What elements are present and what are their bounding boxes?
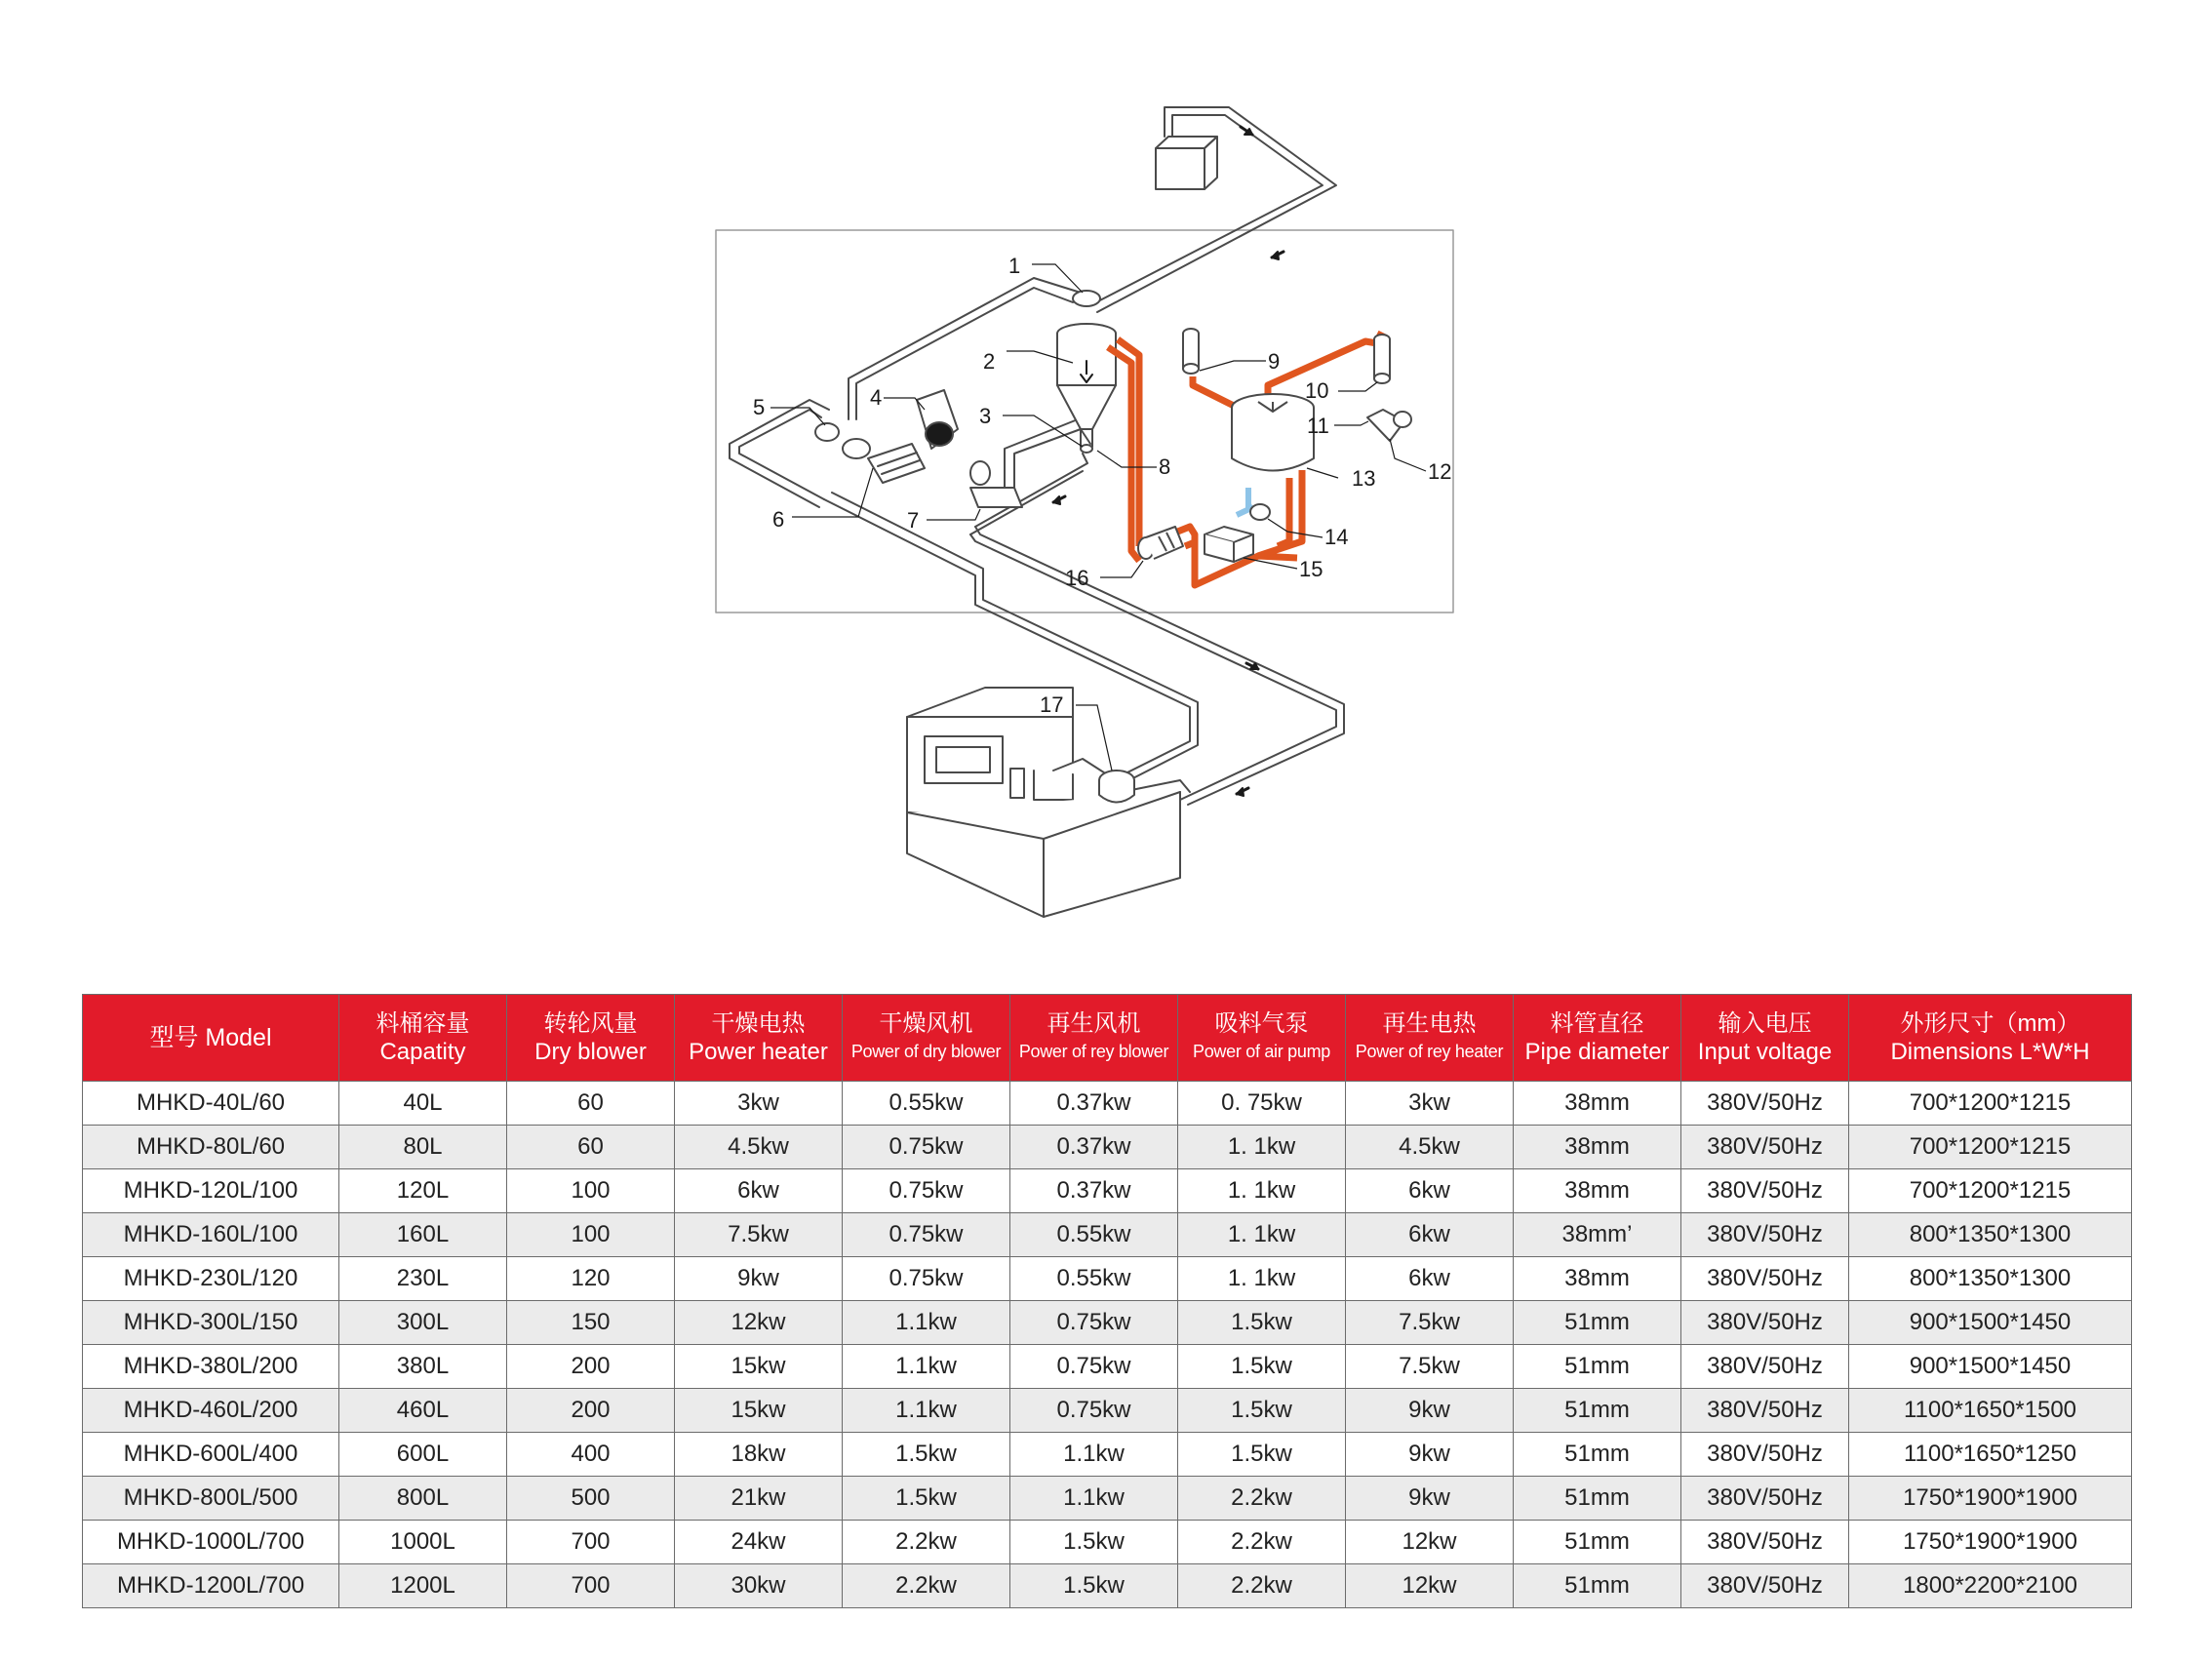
- cell-rey-blower-power: 0.75kw: [1010, 1301, 1178, 1345]
- table-row: [83, 1345, 2132, 1389]
- fan-unit-5-6: [815, 423, 925, 483]
- cell-power-heater: 7.5kw: [675, 1213, 843, 1257]
- cell-dry-blower: 200: [507, 1345, 675, 1389]
- cell-capacity: 230L: [339, 1257, 507, 1301]
- callout-12: 12: [1428, 459, 1452, 484]
- filter-9: [1183, 329, 1199, 374]
- cell-air-pump-power: 1.5kw: [1178, 1389, 1346, 1433]
- callout-6: 6: [772, 507, 785, 532]
- cell-power-heater: 3kw: [675, 1082, 843, 1126]
- cell-power-heater: 4.5kw: [675, 1126, 843, 1169]
- desiccant-wheel: [1232, 394, 1314, 471]
- cell-rey-blower-power: 0.37kw: [1010, 1082, 1178, 1126]
- cell-capacity: 600L: [339, 1433, 507, 1477]
- header-pipe-diameter: 料管直径 Pipe diameter: [1514, 995, 1681, 1082]
- cell-power-heater: 15kw: [675, 1345, 843, 1389]
- header-rey-blower-power: 再生风机 Power of rey blower: [1010, 995, 1178, 1082]
- cell-capacity: 380L: [339, 1345, 507, 1389]
- callout-15: 15: [1299, 557, 1323, 581]
- cell-dimensions: 1100*1650*1500: [1849, 1389, 2132, 1433]
- cell-air-pump-power: 2.2kw: [1178, 1477, 1346, 1521]
- cell-power-heater: 15kw: [675, 1389, 843, 1433]
- cell-rey-blower-power: 0.37kw: [1010, 1126, 1178, 1169]
- cell-pipe-diameter: 38mm: [1514, 1082, 1681, 1126]
- spec-table: [82, 994, 2132, 1608]
- cell-air-pump-power: 1. 1kw: [1178, 1126, 1346, 1169]
- cell-rey-blower-power: 0.75kw: [1010, 1345, 1178, 1389]
- cell-dimensions: 1750*1900*1900: [1849, 1521, 2132, 1564]
- cell-dry-blower: 200: [507, 1389, 675, 1433]
- callout-10: 10: [1305, 378, 1329, 403]
- table-body: [83, 1082, 2132, 1608]
- table-row: [83, 1477, 2132, 1521]
- cell-input-voltage: 380V/50Hz: [1681, 1082, 1849, 1126]
- cell-air-pump-power: 1.5kw: [1178, 1301, 1346, 1345]
- callout-11: 11: [1307, 414, 1329, 438]
- header-dry-blower-power: 干燥风机 Power of dry blower: [843, 995, 1010, 1082]
- cell-rey-heater-power: 6kw: [1346, 1213, 1514, 1257]
- cell-air-pump-power: 1.5kw: [1178, 1433, 1346, 1477]
- cell-air-pump-power: 0. 75kw: [1178, 1082, 1346, 1126]
- callout-17: 17: [1040, 692, 1064, 717]
- callout-14: 14: [1324, 525, 1349, 549]
- cell-model: MHKD-600L/400: [83, 1433, 339, 1477]
- cell-dimensions: 1750*1900*1900: [1849, 1477, 2132, 1521]
- header-model: 型号 Model: [83, 995, 339, 1082]
- cell-rey-heater-power: 9kw: [1346, 1477, 1514, 1521]
- cell-model: MHKD-800L/500: [83, 1477, 339, 1521]
- cell-rey-blower-power: 0.55kw: [1010, 1213, 1178, 1257]
- header-capacity: 料桶容量 Capatity: [339, 995, 507, 1082]
- cell-rey-blower-power: 0.75kw: [1010, 1389, 1178, 1433]
- cell-dry-blower-power: 0.75kw: [843, 1169, 1010, 1213]
- cell-dry-blower-power: 0.75kw: [843, 1213, 1010, 1257]
- header-rey-heater-power: 再生电热 Power of rey heater: [1346, 995, 1514, 1082]
- cell-pipe-diameter: 38mm: [1514, 1257, 1681, 1301]
- callout-13: 13: [1352, 466, 1376, 491]
- cell-input-voltage: 380V/50Hz: [1681, 1477, 1849, 1521]
- cell-dry-blower-power: 1.1kw: [843, 1345, 1010, 1389]
- cell-dimensions: 900*1500*1450: [1849, 1301, 2132, 1345]
- header-power-heater: 干燥电热 Power heater: [675, 995, 843, 1082]
- injection-machine: [907, 688, 1190, 917]
- cell-input-voltage: 380V/50Hz: [1681, 1126, 1849, 1169]
- cell-rey-heater-power: 6kw: [1346, 1169, 1514, 1213]
- cell-dry-blower: 100: [507, 1213, 675, 1257]
- cell-pipe-diameter: 51mm: [1514, 1521, 1681, 1564]
- blower-12: [1367, 410, 1411, 441]
- cell-power-heater: 9kw: [675, 1257, 843, 1301]
- cell-model: MHKD-40L/60: [83, 1082, 339, 1126]
- cell-air-pump-power: 2.2kw: [1178, 1521, 1346, 1564]
- callout-8: 8: [1159, 455, 1171, 479]
- cell-model: MHKD-230L/120: [83, 1257, 339, 1301]
- heater-16: [1138, 527, 1183, 559]
- callout-7: 7: [907, 508, 920, 533]
- cell-input-voltage: 380V/50Hz: [1681, 1301, 1849, 1345]
- header-input-voltage: 输入电压 Input voltage: [1681, 995, 1849, 1082]
- cell-rey-heater-power: 4.5kw: [1346, 1126, 1514, 1169]
- table-row: [83, 1389, 2132, 1433]
- table-row: [83, 1169, 2132, 1213]
- cell-rey-blower-power: 0.37kw: [1010, 1169, 1178, 1213]
- cell-capacity: 800L: [339, 1477, 507, 1521]
- cell-dry-blower: 100: [507, 1169, 675, 1213]
- cell-dry-blower: 150: [507, 1301, 675, 1345]
- cell-rey-blower-power: 1.1kw: [1010, 1433, 1178, 1477]
- callout-2: 2: [983, 349, 996, 374]
- cell-pipe-diameter: 38mm’: [1514, 1213, 1681, 1257]
- cell-model: MHKD-160L/100: [83, 1213, 339, 1257]
- cell-model: MHKD-1000L/700: [83, 1521, 339, 1564]
- cell-power-heater: 12kw: [675, 1301, 843, 1345]
- cell-dimensions: 900*1500*1450: [1849, 1345, 2132, 1389]
- cell-capacity: 1000L: [339, 1521, 507, 1564]
- cell-dry-blower-power: 0.75kw: [843, 1257, 1010, 1301]
- cell-dry-blower-power: 0.75kw: [843, 1126, 1010, 1169]
- table-row: [83, 1257, 2132, 1301]
- table-row: [83, 1301, 2132, 1345]
- cell-dry-blower-power: 1.1kw: [843, 1301, 1010, 1345]
- cell-model: MHKD-120L/100: [83, 1169, 339, 1213]
- cell-capacity: 120L: [339, 1169, 507, 1213]
- cell-model: MHKD-380L/200: [83, 1345, 339, 1389]
- blower-motor: [917, 390, 958, 449]
- cell-air-pump-power: 1.5kw: [1178, 1345, 1346, 1389]
- cell-model: MHKD-1200L/700: [83, 1564, 339, 1608]
- cell-pipe-diameter: 51mm: [1514, 1389, 1681, 1433]
- cell-dry-blower: 400: [507, 1433, 675, 1477]
- callout-16: 16: [1065, 566, 1089, 590]
- cell-power-heater: 6kw: [675, 1169, 843, 1213]
- cell-air-pump-power: 1. 1kw: [1178, 1169, 1346, 1213]
- cell-rey-blower-power: 1.5kw: [1010, 1521, 1178, 1564]
- cell-rey-heater-power: 9kw: [1346, 1433, 1514, 1477]
- cell-dry-blower: 60: [507, 1126, 675, 1169]
- callout-5: 5: [753, 395, 766, 419]
- cell-capacity: 80L: [339, 1126, 507, 1169]
- cell-capacity: 300L: [339, 1301, 507, 1345]
- cell-dimensions: 1800*2200*2100: [1849, 1564, 2132, 1608]
- callout-3: 3: [979, 404, 992, 428]
- cell-input-voltage: 380V/50Hz: [1681, 1257, 1849, 1301]
- cell-rey-heater-power: 12kw: [1346, 1564, 1514, 1608]
- cell-dimensions: 800*1350*1300: [1849, 1257, 2132, 1301]
- cell-dry-blower-power: 1.5kw: [843, 1477, 1010, 1521]
- cell-capacity: 460L: [339, 1389, 507, 1433]
- cell-power-heater: 24kw: [675, 1521, 843, 1564]
- cell-input-voltage: 380V/50Hz: [1681, 1389, 1849, 1433]
- cell-capacity: 160L: [339, 1213, 507, 1257]
- cell-dry-blower-power: 0.55kw: [843, 1082, 1010, 1126]
- cell-capacity: 1200L: [339, 1564, 507, 1608]
- cell-model: MHKD-300L/150: [83, 1301, 339, 1345]
- cell-dry-blower: 700: [507, 1521, 675, 1564]
- cell-input-voltage: 380V/50Hz: [1681, 1345, 1849, 1389]
- table-row: [83, 1213, 2132, 1257]
- cell-dimensions: 700*1200*1215: [1849, 1126, 2132, 1169]
- cell-pipe-diameter: 51mm: [1514, 1345, 1681, 1389]
- cell-dimensions: 700*1200*1215: [1849, 1082, 2132, 1126]
- cell-dry-blower-power: 2.2kw: [843, 1564, 1010, 1608]
- cell-model: MHKD-80L/60: [83, 1126, 339, 1169]
- cell-rey-heater-power: 7.5kw: [1346, 1301, 1514, 1345]
- table-row: [83, 1082, 2132, 1126]
- cell-dimensions: 800*1350*1300: [1849, 1213, 2132, 1257]
- cell-pipe-diameter: 38mm: [1514, 1126, 1681, 1169]
- cell-rey-heater-power: 7.5kw: [1346, 1345, 1514, 1389]
- cell-air-pump-power: 1. 1kw: [1178, 1213, 1346, 1257]
- cell-input-voltage: 380V/50Hz: [1681, 1169, 1849, 1213]
- cell-rey-blower-power: 1.1kw: [1010, 1477, 1178, 1521]
- cell-input-voltage: 380V/50Hz: [1681, 1433, 1849, 1477]
- hopper-dryer: [1057, 291, 1116, 453]
- cell-pipe-diameter: 51mm: [1514, 1564, 1681, 1608]
- cell-pipe-diameter: 51mm: [1514, 1301, 1681, 1345]
- cell-capacity: 40L: [339, 1082, 507, 1126]
- cell-dry-blower-power: 2.2kw: [843, 1521, 1010, 1564]
- cell-dimensions: 700*1200*1215: [1849, 1169, 2132, 1213]
- cooler-14-15: [1205, 488, 1270, 562]
- cell-rey-heater-power: 6kw: [1346, 1257, 1514, 1301]
- cell-dry-blower: 500: [507, 1477, 675, 1521]
- cell-rey-blower-power: 1.5kw: [1010, 1564, 1178, 1608]
- cell-rey-blower-power: 0.55kw: [1010, 1257, 1178, 1301]
- header-air-pump-power: 吸料气泵 Power of air pump: [1178, 995, 1346, 1082]
- table-header-row: [83, 995, 2132, 1082]
- cell-dry-blower-power: 1.5kw: [843, 1433, 1010, 1477]
- cell-dry-blower: 60: [507, 1082, 675, 1126]
- cell-power-heater: 30kw: [675, 1564, 843, 1608]
- table-row: [83, 1433, 2132, 1477]
- cell-dry-blower-power: 1.1kw: [843, 1389, 1010, 1433]
- cell-air-pump-power: 1. 1kw: [1178, 1257, 1346, 1301]
- cell-power-heater: 18kw: [675, 1433, 843, 1477]
- cell-dimensions: 1100*1650*1250: [1849, 1433, 2132, 1477]
- cell-input-voltage: 380V/50Hz: [1681, 1564, 1849, 1608]
- cell-pipe-diameter: 51mm: [1514, 1477, 1681, 1521]
- header-dimensions: 外形尺寸（mm） Dimensions L*W*H: [1849, 995, 2132, 1082]
- header-dry-blower: 转轮风量 Dry blower: [507, 995, 675, 1082]
- cell-pipe-diameter: 38mm: [1514, 1169, 1681, 1213]
- cell-input-voltage: 380V/50Hz: [1681, 1213, 1849, 1257]
- cell-rey-heater-power: 9kw: [1346, 1389, 1514, 1433]
- table-row: [83, 1126, 2132, 1169]
- callout-1: 1: [1008, 254, 1021, 278]
- table-row: [83, 1521, 2132, 1564]
- callout-4: 4: [870, 385, 883, 410]
- top-hopper: [1156, 137, 1217, 189]
- cell-model: MHKD-460L/200: [83, 1389, 339, 1433]
- callout-9: 9: [1268, 349, 1281, 374]
- cell-rey-heater-power: 3kw: [1346, 1082, 1514, 1126]
- cell-rey-heater-power: 12kw: [1346, 1521, 1514, 1564]
- cell-power-heater: 21kw: [675, 1477, 843, 1521]
- filter-10: [1374, 335, 1390, 383]
- cell-input-voltage: 380V/50Hz: [1681, 1521, 1849, 1564]
- table-row: [83, 1564, 2132, 1608]
- cell-dry-blower: 120: [507, 1257, 675, 1301]
- cell-pipe-diameter: 51mm: [1514, 1433, 1681, 1477]
- cell-dry-blower: 700: [507, 1564, 675, 1608]
- cell-air-pump-power: 2.2kw: [1178, 1564, 1346, 1608]
